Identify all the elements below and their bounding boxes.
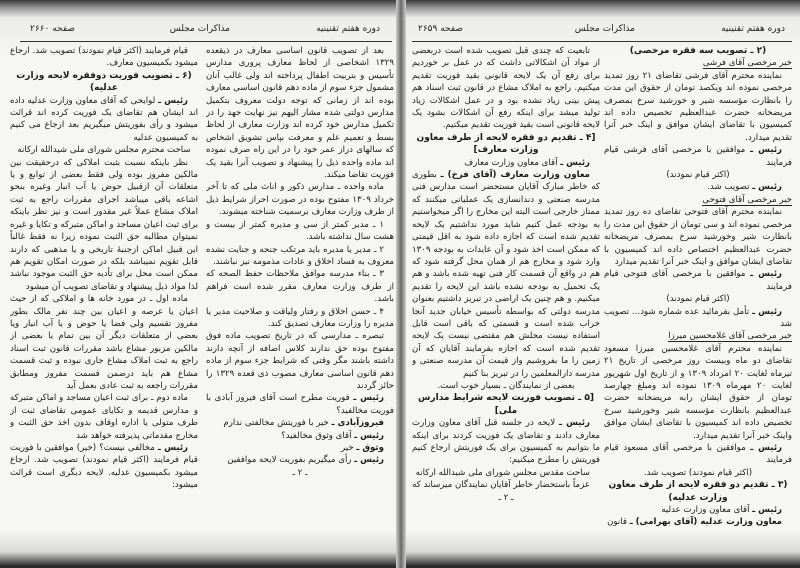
speaker-name: رئیس ـ [354, 430, 384, 441]
speaker-text: فوریت مطرح است آقای فیروز آبادی با فوریت مخالفید؟ [206, 393, 394, 416]
report-title [604, 57, 792, 69]
speaker-remark [206, 442, 394, 454]
paragraph: تبصره ـ مدارسی که در تاریخ تصویب ماده فوق مفتوح بوده حق ندارند کلاس اضافه از آنچه دارند داشته باشند مگر وقتی که شرایط جزء سوم از ماده دهم قانون اساسی معارف مصوب ذی قعده ۱۳۲۹ را حائز گردند [206, 331, 394, 391]
speaker-text: موافقین با مرخصی آقای فرشی قیام فرمایند [604, 145, 792, 168]
session-label: دوره هفتم تقنینیه [316, 24, 380, 34]
speaker-name: رئیس ـ [752, 306, 782, 317]
paragraph: نظر باینکه نسبت بثبت املاکی که درحقیقت بین مالکین مفروز بوده ولی فقط بعضی از توابع و یا متعلقات آن ازقبیل حوض یا آب انبار وغیره بنحو اشاعه باقی میباشد اجرای مقررات راجع به ثبت املاک مشاع عملاً غیر مقدور است و نیز نظر باینکه برای ثبت اعیان مساجد و اماکن متبرکه و تکایا و غیره نمیتوان مطالبه حق الثبت نموده زیرا نه فقط غالباً این قبیل اماکن ازجنبهٔ تاریخی و یا مذهبی که دارند قابل تقویم نمیباشد بلکه در صورت امکان تقویم هم ممکن است محل برای تأدیه حق الثبت موجود نباشد لذا مواد ذیل پیشنهاد و تقاضای تصویب آن میشود [10, 157, 198, 292]
speaker-text: آقای وثوق مخالفید؟ [281, 430, 355, 441]
paragraph: (اکثر قیام نمودند) تصویب شد. [643, 467, 753, 478]
speaker-text: لوایحی که آقای معاون وزارت عدلیه داده اند ایشان هم تقاضای یک فوریت کرده اند قرائت میشود و رأی بفوریتش میگیریم بعد ارجاع می کنیم به کمیسیون عدلیه [10, 95, 198, 143]
paragraph: نماینده محترم آقای فتوحی تقاضای ده روز تمدید مرخصی نموده اند و سی تومان از حقوق این مدت را بانظارت شیر وخورشید سرخ بمصرف مریضخانه حضرت عبدالعظیم اختصاص داده اند کمیسیون با تقاضای ایشان موافق و اینک خبر آنرا تقدیم میدارد [604, 207, 792, 267]
report-title-text: خبر مرخصی آقای غلامحسین میرزا [668, 331, 792, 342]
speaker-text: خیر با فوریتش مخالفتی ندارم [223, 418, 332, 429]
speaker-name: رئیس ـ [560, 157, 590, 168]
paragraph: قیام فرمایند (اکثر قیام نمودند) تصویب شد. ارجاع میشود بکمیسیون معارف. [10, 46, 198, 69]
speaker-remark [604, 442, 792, 467]
column-right [206, 45, 394, 553]
paragraph: بعد از تصویب قانون اساسی معارف در ذیقعده ۱۳۲۹ اشخاصی از لحاظ معارف پروری مدارس تأسیس و بتربیت اطفال پرداخته اند ولی غالب آنان مشمول جزء سوم از ماده دهم قانون اساسی معارف بوده اند از زمانی که توجه دولت معروف بتکمیل مدارس دولتی شده مشار الیهم نیز نهایت جهد را در تکمیل مدارس خود کرده اند وزارت معارف از لحاظ بسط و تعمیم علم و معرفت بپاس تشویق اشخاص که سالهای دراز عمر خود را در این راه صرف نموده اند ماده واحده ذیل را پیشنهاد و تصویب آنرا بقید یک فوریت تقاضا میکند. [206, 46, 394, 181]
speaker-remark [604, 504, 792, 516]
report-title [604, 330, 792, 342]
speaker-remark [206, 454, 394, 466]
column-right [604, 45, 792, 553]
speaker-remark [10, 95, 198, 145]
speaker-remark [604, 268, 792, 293]
header-title: مذاکرات مجلس [574, 24, 635, 34]
paragraph: نماینده محترم آقای فرشی تقاضای ۲۱ روز تمدید مرخصی نموده اند ویکصد تومان از حقوق این مدت را بانظارت مؤسسه شیر و خورشید سرخ بمصرف مریضخانه حضرت عبدالعظیم تخصیص داده اند کمیسیون با تقاضای ایشان موافق و اینک خبر آنرا تقدیم میدارد. [604, 70, 792, 143]
header-rule [412, 41, 792, 42]
speaker-remark [10, 442, 198, 492]
speaker-remark [604, 306, 792, 331]
speaker-text: موافقین با مرخصی آقای مسعود قیام فرمایند [604, 443, 792, 466]
page-footer: ـ ۲ ـ [292, 467, 308, 478]
speaker-text: مخالفی نیست؟ (خیر) موافقین با فوریت قیام فرمایند (اکثر قیام نمودند) تصویب شد. ارجاع میشود بکمیسیون عدلیه. لایحه دیگری است قرائت میشود: [10, 443, 198, 491]
speaker-name: رئیس ـ [750, 145, 783, 156]
speaker-text: خیر [341, 443, 357, 453]
speaker-remark [412, 417, 600, 467]
speaker-text: آقای معاون وزارت معارف [464, 157, 561, 168]
speaker-name: رئیس ـ [750, 269, 782, 280]
speaker-remark [412, 169, 600, 380]
paragraph: ۱ ـ مدیر کمتر از سی و مدیره کمتر از بیست و هشت سال نداشته باشد. [206, 219, 394, 243]
paragraph: ساحت مقدس مجلس شورای ملی شیدالله ارکانه [415, 467, 590, 478]
speaker-name: وثوق ـ [356, 443, 384, 453]
report-title-text: خبر مرخصی آقای فرشی [702, 58, 792, 69]
header-title: مذاکرات مجلس [169, 24, 230, 34]
session-label: دوره هفتم تقنینیه [721, 24, 785, 34]
speaker-text: لایحه در جلسه قبل آقای معاون وزارت معارف دادند و تقاضای یک فوریت کردند برای اینکه ما بتوانیم به کمیسیون برای یک فوریتش ارجاع کنیم فوریتش را مطرح میکنیم: [412, 418, 600, 466]
speaker-remark [604, 181, 792, 193]
paragraph: تابعیت که چندی قبل تصویب شده است دربعضی از مواد آن اشکالاتی داشت که در عمل بر خوردیم برای رفع آن یک لایحه قانونی بقید فوریت تقدیم میکنیم. راجع به املاک مشاع در قانون ثبت اسناد هم پیش بینی زیاد نشده بود و در عمل اشکالات زیاد تولید میشد برای اینکه رفع آن اشکالات بشود یک لایحه قانونی است بقید فوریت تقدیم میکنیم. [412, 46, 600, 131]
speaker-remark [604, 516, 792, 528]
page-header [400, 24, 800, 38]
speaker-name: رئیس ـ [750, 443, 782, 453]
header-rule [20, 41, 392, 42]
speaker-name: رئیس ـ [354, 455, 384, 466]
speaker-name: فیروزآبادی ـ [331, 418, 384, 429]
paragraph: (اکثر قیام نمودند) [666, 294, 730, 305]
speaker-name: رئیس ـ [157, 443, 188, 453]
speaker-remark [206, 430, 394, 442]
speaker-remark [604, 144, 792, 169]
section-heading: (۳ ـ تقدیم دو فقره لایحه از طرف معاون وزارت عدلیه) [608, 480, 788, 503]
section-heading: [۵ ـ تصویب فوریت لایحه شرایط مدارس ملی] [418, 393, 594, 416]
right-page [400, 0, 800, 568]
section-heading: (۶ ـ تصویب فوریت دوفقره لایحه وزارت عدلیه) [16, 70, 192, 94]
speaker-name: رئیس ـ [353, 393, 384, 404]
paragraph: (اکثر قیام نمودند) [666, 170, 730, 181]
speaker-text: قانون [607, 517, 630, 528]
report-title-text: خبر مرخصی آقای فتوحی [702, 194, 792, 205]
paragraph: ۴ ـ حسن اخلاق و رفتار ولیاقت و صلاحیت مدیر یا مدیره را وزارت معارف تصدیق کند. [206, 306, 394, 329]
section-heading: (۲ ـ تصویب سه فقره مرخصی) [629, 46, 767, 56]
speaker-remark [206, 417, 394, 429]
page-number: صفحه ۲۶۵۹ [418, 24, 464, 34]
speaker-text: تصویب شد. [707, 182, 753, 193]
paragraph: عزماً باستحضار خاطر آقایان نمایندگان میرساند که [412, 480, 590, 491]
speaker-text: بطوری که خاطر مبارک آقایان مستحضر است مدارس فنی مدرسه صنعتی و دندانسازی یک عملیاتی میکنند که ممتاز خارجی است البته این مخارج را اگر میخواستیم به بودجه عمل کنیم شاید مورد نداشتیم یک لایحه تقدیم شده است که اجازه داده شود به اقل قیمتی که ممکن است اخذ شود و آن عایدات به بودجه ۱۳۰۹ وارد شود و مخارج هم از همان محل گرفته شود که هم در واقع آن قسمت کار فنی تهیه شده باشد و هم یک تحمیل به بودجه نشده باشد این لایحه را تقدیم میکنیم. و هم چنین یک اراضی در تبریز داشتیم بعنوان مدرسه دولتی که بواسطه تأسیس خیابان جدید آنجا خراب شده است و قسمتی که باقی است قابل استفاده نیست محلش هم مقتضی نیست یک لایحه تقدیم شده است که اجازه بفرمایند آقایان که آن زمین را ما بفروشیم واز قیمت آن مدرسه صنعتی و مدرسه دارالمعلمین را در تبریز بنا کنیم [412, 170, 600, 379]
column-left [412, 45, 600, 553]
page-header [0, 24, 400, 38]
speaker-remark [206, 392, 394, 417]
speaker-text: موافقین با مرخصی آقای فتوحی قیام فرمایند [604, 269, 792, 292]
section-heading: [۴ ـ تقدیم دو فقره لایحه از طرف معاون وزارت معارف] [416, 132, 596, 156]
speaker-remark [412, 157, 600, 169]
speaker-text: رأی میگیریم بفوریت لایحه موافقین [227, 455, 355, 466]
paragraph: نماینده محترم آقای غلامحسین میرزا مسعود تقاضای دو ماه وبیست روز مرخصی از تاریخ ۲۱ تیرماه لغایت ۲۰ امرداد ۱۳۰۹ و از تاریخ اول شهریور لغایت ۲۰ مهرماه ۱۳۰۹ نموده اند ومبلغ چهارصد تومان از حقوق ایشان رابه مریضخانه حضرت عبدالعظیم بانظارت مؤسسه شیر وخورشید سرخ تخصیص داده اند کمیسیون با تقاضای ایشان موافق واینک خبر آنرا تقدیم میدارد. [604, 343, 792, 441]
paragraph: ۲ ـ مدیر یا مدیره باید مرتکب جنحه و جنایت نشده معروف به فساد اخلاق و عادات مذمومه نیز نباشند. [206, 244, 394, 267]
paragraph: بعضی از نمایندگان ـ بسیار خوب است. [437, 380, 575, 391]
speaker-text: تأمل بفرمائید عده شماره شود... تصویب شد [604, 306, 792, 329]
paragraph: ساحت محترم مجلس شورای ملی شیدالله ارکانه [17, 145, 191, 156]
book-gutter [396, 0, 406, 568]
paragraph: ۳ ـ بناء مدرسه موافق ملاحظات حفظ الصحه که از طرف وزارت معارف مقرر شده است فراهم باشد. [206, 269, 394, 305]
report-title [604, 194, 792, 206]
speaker-name: معاون وزارت معارف (آقای فرخ) ـ [440, 170, 590, 181]
speaker-name: رئیس ـ [559, 418, 590, 429]
paragraph: ماده اول ـ در مورد خانه ها و املاکی که از حیث اعیان یا عرصه و اعیان بین چند نفر مالک بطور مفروز تقسیم ولی فضا یا حوض و یا آب انبار ویا بعضی از متعلقات دیگر آن بین تمام یا بعضی از مالکین مزبور مشاع باشد مقررات قانون ثبت اسناد راجع به ثبت املاک مشاع جاری نبوده و ثبت قسمت مشاع هم باید درضمن قسمت مفروز ومطابق مقررات راجعه به ثبت عادی بعمل آید [10, 294, 198, 391]
speaker-name: رئیس ـ [752, 182, 782, 193]
speaker-name: رئیس ـ [752, 505, 782, 516]
column-left [10, 45, 198, 553]
page-number: صفحه ۲۶۶۰ [30, 24, 76, 34]
page-footer: ـ ۲ ـ [498, 492, 514, 503]
speaker-name: معاون وزارت عدلیه (آقای بهرامی) ـ [629, 517, 782, 528]
speaker-name: رئیس ـ [158, 95, 188, 106]
paragraph: ماده دوم ـ برای ثبت اعیان مساجد و اماکن متبرکه و مدارس قدیمه و تکایای عمومی تقاضای ثبت از طرف متولی یا اداره اوقاف بدون اخذ حق الثبت و مخارج مقدماتی پذیرفته خواهد شد [10, 393, 198, 441]
paragraph: ماده واحده ـ مدارس ذکور و اناث ملی که تا آخر خرداد ۱۳۰۹ مفتوح بوده در صورت احراز شرایط ذیل از طرف وزارت معارف برسمیت شناخته میشوند. [206, 182, 394, 218]
speaker-text: آقای معاون وزارت عدلیه [661, 505, 753, 516]
